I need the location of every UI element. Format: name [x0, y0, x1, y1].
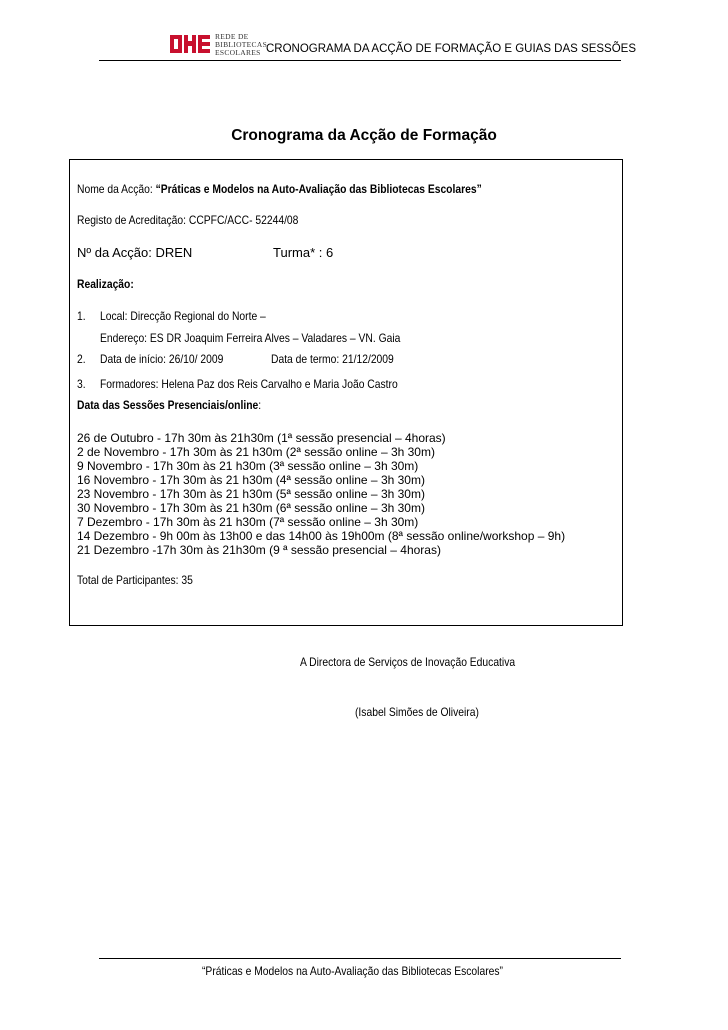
signature-role: A Directora de Serviços de Inovação Educativa — [300, 655, 516, 669]
logo-text: REDE DE BIBLIOTECAS ESCOLARES — [215, 32, 268, 57]
signature-name: (Isabel Simões de Oliveira) — [355, 705, 479, 719]
session-line: 30 Novembro - 17h 30m às 21 h30m (6ª sessão online – 3h 30m) — [77, 501, 425, 515]
registo-acreditacao: Registo de Acreditação: CCPFC/ACC- 52244/08 — [77, 213, 299, 227]
item-3-number: 3. — [77, 377, 86, 391]
sessoes-heading-colon: : — [258, 398, 262, 412]
sessoes-heading-text: Data das Sessões Presenciais/online — [77, 398, 259, 412]
session-line: 14 Dezembro - 9h 00m às 13h00 e das 14h00 às 19h00m (8ª sessão online/workshop – 9h) — [77, 529, 566, 543]
item-1-number: 1. — [77, 309, 86, 323]
item-3-formadores: Formadores: Helena Paz dos Reis Carvalho e Maria João Castro — [100, 377, 398, 391]
sessoes-heading — [77, 398, 261, 412]
item-2-number: 2. — [77, 352, 86, 366]
nome-label: Nome da Acção: — [77, 182, 156, 196]
header-rule — [99, 60, 621, 61]
item-1-local: Local: Direcção Regional do Norte – — [100, 309, 266, 323]
realizacao-heading: Realização: — [77, 277, 134, 291]
session-line: 2 de Novembro - 17h 30m às 21 h30m (2ª sessão online – 3h 30m) — [77, 445, 435, 459]
nome-accao — [77, 182, 482, 196]
total-participantes: Total de Participantes: 35 — [77, 573, 193, 587]
session-line: 7 Dezembro - 17h 30m às 21 h30m (7ª sessão online – 3h 30m) — [77, 515, 419, 529]
footer-text: “Práticas e Modelos na Auto-Avaliação das Bibliotecas Escolares” — [202, 964, 503, 978]
session-line: 21 Dezembro -17h 30m às 21h30m (9 ª sessão presencial – 4horas) — [77, 543, 441, 557]
item-2-data-termo: Data de termo: 21/12/2009 — [271, 352, 394, 366]
session-line: 9 Novembro - 17h 30m às 21 h30m (3ª sessão online – 3h 30m) — [77, 459, 419, 473]
session-line: 23 Novembro - 17h 30m às 21 h30m (5ª sessão online – 3h 30m) — [77, 487, 425, 501]
numero-accao: Nº da Acção: DREN — [77, 245, 193, 260]
nome-value: “Práticas e Modelos na Auto-Avaliação das Bibliotecas Escolares” — [155, 182, 482, 196]
session-line: 26 de Outubro - 17h 30m às 21h30m (1ª sessão presencial – 4horas) — [77, 431, 446, 445]
header-title: CRONOGRAMA DA ACÇÃO DE FORMAÇÃO E GUIAS DAS SESSÕES — [266, 43, 636, 55]
document-title: Cronograma da Acção de Formação — [231, 127, 497, 144]
footer-text-wrap — [202, 964, 552, 978]
rbe-logo — [170, 33, 210, 55]
session-line: 16 Novembro - 17h 30m às 21 h30m (4ª sessão online – 3h 30m) — [77, 473, 425, 487]
footer-rule — [99, 958, 621, 959]
turma: Turma* : 6 — [273, 245, 334, 260]
item-2-data-inicio: Data de início: 26/10/ 2009 — [100, 352, 224, 366]
item-1-endereco: Endereço: ES DR Joaquim Ferreira Alves – Valadares – VN. Gaia — [100, 331, 401, 345]
